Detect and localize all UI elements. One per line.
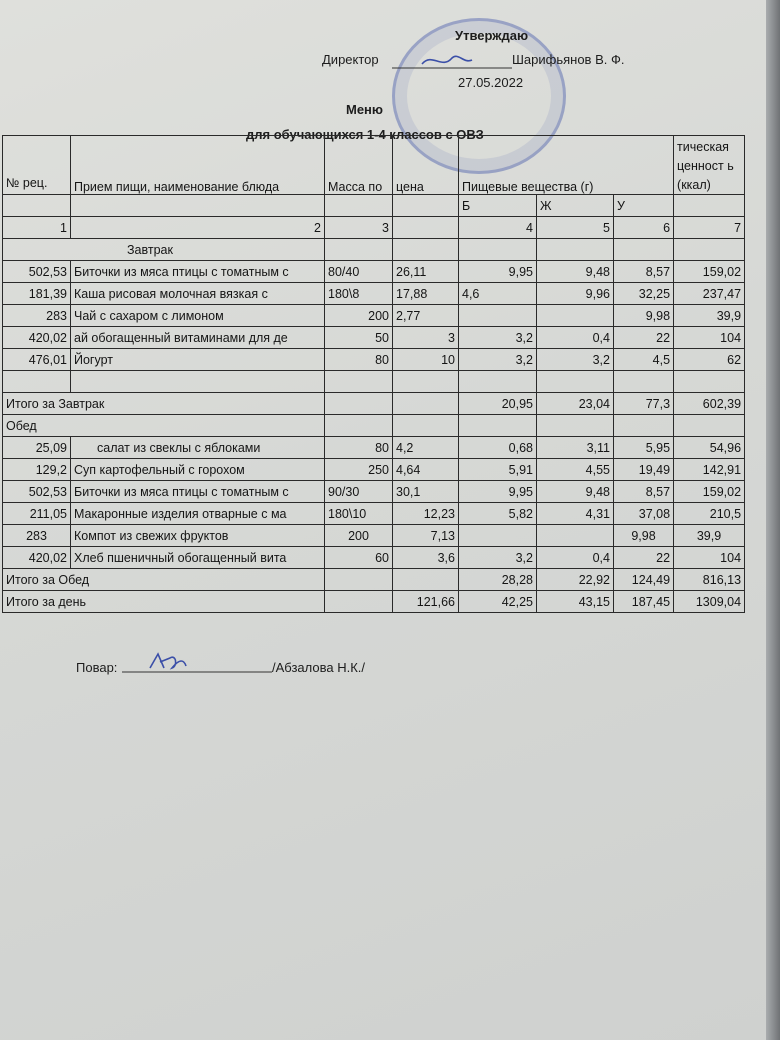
cell-price: 10: [393, 349, 459, 371]
cell-price: 121,66: [393, 591, 459, 613]
header-price: цена: [393, 136, 459, 195]
cell-carbs: 187,45: [614, 591, 674, 613]
table-row: [3, 305, 745, 327]
cell-fat: 3,11: [537, 437, 614, 459]
total-row: [3, 569, 745, 591]
cell-fat: 9,48: [537, 481, 614, 503]
director-signature: [392, 50, 512, 72]
cell-fat: 3,2: [537, 349, 614, 371]
cell-carbs: 19,49: [614, 459, 674, 481]
cell-dish: Суп картофельный с горохом: [71, 459, 325, 481]
cell-num: 420,02: [3, 547, 71, 569]
cell-mass: 80: [325, 437, 393, 459]
empty-row: [3, 371, 745, 393]
index-cell: 5: [537, 217, 614, 239]
cell-kcal: 210,5: [674, 503, 745, 525]
header-fat: Ж: [537, 195, 614, 217]
cell-num: 129,2: [3, 459, 71, 481]
cell-carbs: 32,25: [614, 283, 674, 305]
header-protein: Б: [459, 195, 537, 217]
cell-kcal: 159,02: [674, 261, 745, 283]
cell-dish: Каша рисовая молочная вязкая с: [71, 283, 325, 305]
header-recipe-number: № рец.: [3, 136, 71, 195]
cell-fat: 43,15: [537, 591, 614, 613]
cell-mass: 200: [325, 525, 393, 547]
cell-num: 502,53: [3, 481, 71, 503]
cell-dish: салат из свеклы с яблоками: [71, 437, 325, 459]
cell-kcal: 104: [674, 547, 745, 569]
cell-num: 476,01: [3, 349, 71, 371]
cell-mass: 90/30: [325, 481, 393, 503]
cell-protein: 3,2: [459, 349, 537, 371]
table-header-row: [3, 136, 745, 195]
cell-kcal: 39,9: [674, 305, 745, 327]
cell-carbs: 37,08: [614, 503, 674, 525]
cell-dish: Макаронные изделия отварные с ма: [71, 503, 325, 525]
cell-price: 17,88: [393, 283, 459, 305]
cell-price: 3,6: [393, 547, 459, 569]
table-row: [3, 261, 745, 283]
cell-protein: 0,68: [459, 437, 537, 459]
cook-label: Повар:: [76, 660, 118, 675]
cell-dish: ай обогащенный витаминами для де: [71, 327, 325, 349]
table-row: [3, 547, 745, 569]
menu-title: Меню: [346, 102, 384, 117]
cell-kcal: 816,13: [674, 569, 745, 591]
cell-mass: 50: [325, 327, 393, 349]
cell-carbs: 5,95: [614, 437, 674, 459]
cell-carbs: 22: [614, 327, 674, 349]
cell-carbs: 22: [614, 547, 674, 569]
header-carbs: У: [614, 195, 674, 217]
section-breakfast: Завтрак: [3, 239, 325, 261]
index-cell: 2: [71, 217, 325, 239]
cell-kcal: 237,47: [674, 283, 745, 305]
index-cell: 3: [325, 217, 393, 239]
cell-num: 283: [3, 305, 71, 327]
cell-fat: 23,04: [537, 393, 614, 415]
cell-dish: Биточки из мяса птицы с томатным с: [71, 261, 325, 283]
cell-protein: 3,2: [459, 327, 537, 349]
table-row: [3, 503, 745, 525]
table-row: [3, 349, 745, 371]
total-breakfast-label: Итого за Завтрак: [3, 393, 325, 415]
cell-price: 4,2: [393, 437, 459, 459]
cell-kcal: 62: [674, 349, 745, 371]
approve-label: Утверждаю: [455, 28, 529, 43]
cell-kcal: 159,02: [674, 481, 745, 503]
table-index-row: [3, 217, 745, 239]
cell-mass: 80/40: [325, 261, 393, 283]
cell-dish: Хлеб пшеничный обогащенный вита: [71, 547, 325, 569]
cell-mass: 180\8: [325, 283, 393, 305]
cell-protein: 42,25: [459, 591, 537, 613]
director-label: Директор: [322, 52, 379, 67]
cell-carbs: 4,5: [614, 349, 674, 371]
cell-price: 12,23: [393, 503, 459, 525]
cell-price: 7,13: [393, 525, 459, 547]
total-row: [3, 591, 745, 613]
cell-protein: 4,6: [459, 283, 537, 305]
total-lunch-label: Итого за Обед: [3, 569, 325, 591]
cell-mass: 80: [325, 349, 393, 371]
cell-dish: Чай с сахаром с лимоном: [71, 305, 325, 327]
cell-carbs: 9,98: [614, 525, 674, 547]
cell-protein: 20,95: [459, 393, 537, 415]
approval-date: 27.05.2022: [458, 75, 524, 90]
cell-mass: 60: [325, 547, 393, 569]
cell-num: 420,02: [3, 327, 71, 349]
cell-mass: 200: [325, 305, 393, 327]
cell-kcal: 54,96: [674, 437, 745, 459]
cell-price: 3: [393, 327, 459, 349]
cell-dish: Биточки из мяса птицы с томатным с: [71, 481, 325, 503]
total-day-label: Итого за день: [3, 591, 325, 613]
cell-fat: [537, 525, 614, 547]
menu-subtitle: для обучающихся 1-4 классов с ОВЗ: [246, 127, 484, 142]
table-subheader-row: [3, 195, 745, 217]
section-lunch: Обед: [3, 415, 325, 437]
cell-protein: [459, 525, 537, 547]
cell-kcal: 104: [674, 327, 745, 349]
cell-num: 283: [3, 525, 71, 547]
cell-protein: 5,82: [459, 503, 537, 525]
cell-num: 25,09: [3, 437, 71, 459]
cell-mass: 250: [325, 459, 393, 481]
index-cell: 4: [459, 217, 537, 239]
background-edge: [766, 0, 780, 1040]
cell-price: 30,1: [393, 481, 459, 503]
menu-table: [2, 135, 745, 613]
cell-fat: 0,4: [537, 327, 614, 349]
total-row: [3, 393, 745, 415]
cell-fat: 4,31: [537, 503, 614, 525]
cell-kcal: 39,9: [674, 525, 745, 547]
cook-name: /Абзалова Н.К./: [272, 660, 365, 675]
cell-carbs: 8,57: [614, 261, 674, 283]
table-row: [3, 327, 745, 349]
table-row: [3, 459, 745, 481]
cell-dish: Йогурт: [71, 349, 325, 371]
cell-protein: [459, 305, 537, 327]
cell-num: 211,05: [3, 503, 71, 525]
cell-price: 2,77: [393, 305, 459, 327]
director-name: Шарифьянов В. Ф.: [512, 52, 625, 67]
cell-carbs: 77,3: [614, 393, 674, 415]
header-nutrients: Пищевые вещества (г): [459, 136, 674, 195]
cell-price: 4,64: [393, 459, 459, 481]
index-cell: 1: [3, 217, 71, 239]
table-row: [3, 525, 745, 547]
index-cell: 6: [614, 217, 674, 239]
header-energy: тическая ценност ь (ккал): [674, 136, 745, 195]
cell-fat: 9,96: [537, 283, 614, 305]
cell-carbs: 9,98: [614, 305, 674, 327]
table-row: [3, 437, 745, 459]
cell-num: 181,39: [3, 283, 71, 305]
cell-mass: 180\10: [325, 503, 393, 525]
section-row: [3, 239, 745, 261]
cell-fat: 22,92: [537, 569, 614, 591]
cell-protein: 28,28: [459, 569, 537, 591]
section-row: [3, 415, 745, 437]
table-row: [3, 481, 745, 503]
cell-fat: [537, 305, 614, 327]
cell-fat: 4,55: [537, 459, 614, 481]
header-dish: Прием пищи, наименование блюда: [71, 136, 325, 195]
cell-kcal: 602,39: [674, 393, 745, 415]
cell-protein: 9,95: [459, 481, 537, 503]
cell-fat: 0,4: [537, 547, 614, 569]
cell-protein: 3,2: [459, 547, 537, 569]
cell-price: 26,11: [393, 261, 459, 283]
header-mass: Масса по: [325, 136, 393, 195]
cell-dish: Компот из свежих фруктов: [71, 525, 325, 547]
cell-fat: 9,48: [537, 261, 614, 283]
table-row: [3, 283, 745, 305]
cell-num: 502,53: [3, 261, 71, 283]
index-cell: 7: [674, 217, 745, 239]
cell-kcal: 142,91: [674, 459, 745, 481]
cell-carbs: 8,57: [614, 481, 674, 503]
cell-protein: 5,91: [459, 459, 537, 481]
cell-protein: 9,95: [459, 261, 537, 283]
cell-kcal: 1309,04: [674, 591, 745, 613]
cell-carbs: 124,49: [614, 569, 674, 591]
cook-signature: [122, 648, 272, 676]
